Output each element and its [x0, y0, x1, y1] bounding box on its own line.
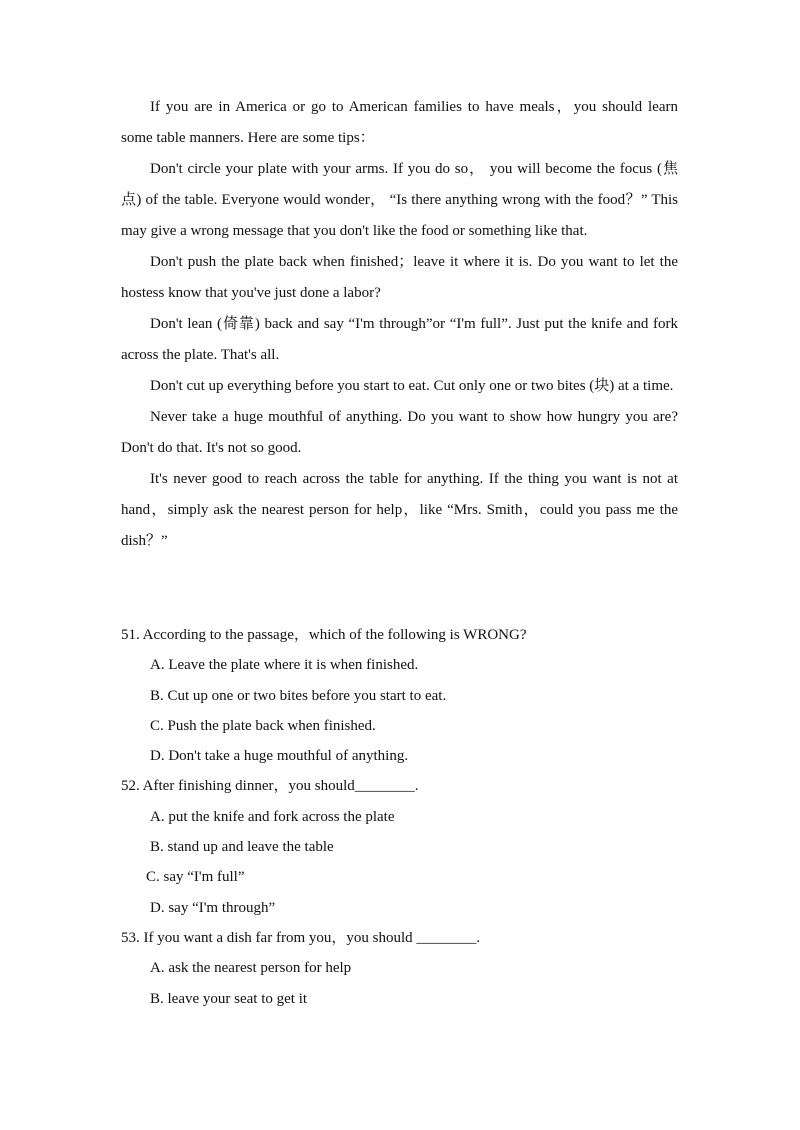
- reading-passage: [121, 92, 678, 557]
- passage-paragraph: Don't cut up everything before you start to eat. Cut only one or two bites (块) at a time.: [150, 378, 674, 394]
- question-52: [121, 771, 678, 922]
- question-stem: 51. According to the passage，which of the following is WRONG?: [121, 627, 527, 643]
- passage-paragraph: Never take a huge mouthful of anything. Do you want to show how hungry you are? Don't do that. It's not so good.: [121, 409, 678, 456]
- passage-paragraph: Don't circle your plate with your arms. If you do so， you will become the focus (焦点) of the table. Everyone would wonder， “Is there anything wrong with the food？” This may give a wrong message that you don't like the food or something like that.: [121, 161, 678, 239]
- answer-option: D. say “I'm through”: [150, 899, 276, 916]
- passage-paragraph: Don't lean (倚靠) back and say “I'm through”or “I'm full”. Just put the knife and fork across the plate. That's all.: [121, 316, 678, 363]
- answer-option: B. leave your seat to get it: [150, 990, 308, 1007]
- answer-option: C. say “I'm full”: [146, 869, 245, 886]
- passage-paragraph: It's never good to reach across the table for anything. If the thing you want is not at hand，simply ask the nearest person for help，like “Mrs. Smith，could you pass me the dish？”: [121, 471, 678, 549]
- question-51: [121, 620, 678, 771]
- answer-option: A. put the knife and fork across the plate: [150, 808, 395, 825]
- answer-option: B. stand up and leave the table: [150, 839, 334, 856]
- answer-option: C. Push the plate back when finished.: [150, 717, 376, 734]
- question-stem: 52. After finishing dinner，you should________.: [121, 778, 419, 795]
- question-53: [121, 923, 678, 1014]
- question-list: [121, 620, 678, 1014]
- passage-paragraph: If you are in America or go to American families to have meals，you should learn some table manners. Here are some tips：: [121, 99, 678, 146]
- question-stem: 53. If you want a dish far from you，you should ________.: [121, 929, 481, 946]
- answer-option: A. ask the nearest person for help: [150, 960, 352, 977]
- answer-option: B. Cut up one or two bites before you start to eat.: [150, 687, 447, 704]
- passage-paragraph: Don't push the plate back when finished；leave it where it is. Do you want to let the hostess know that you've just done a labor?: [121, 254, 678, 301]
- answer-option: A. Leave the plate where it is when finished.: [150, 657, 419, 674]
- answer-option: D. Don't take a huge mouthful of anything.: [150, 748, 409, 765]
